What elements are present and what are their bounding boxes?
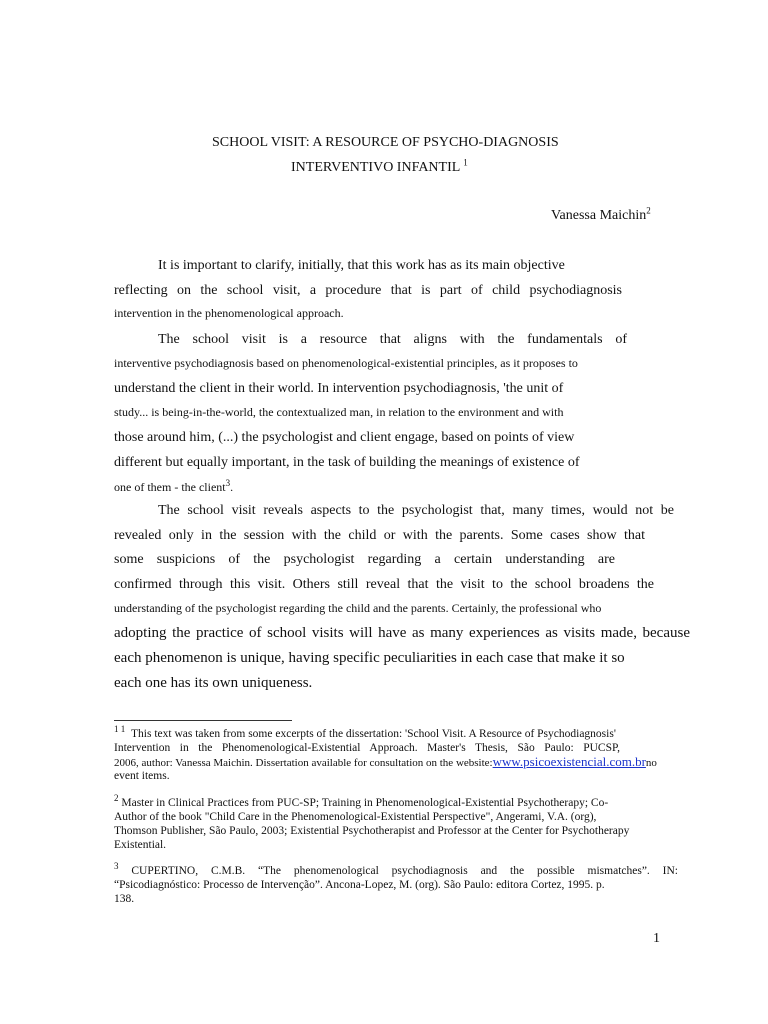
paragraph-3-line-8: each one has its own uniqueness. [114,675,313,691]
footnote-2-line-1: $^2$ Master in Clinical Practices from PUC-SP; Training in Phenomenological-Existential Psychotherapy; Co- [114,793,609,809]
paragraph-2-line-2: interventive psychodiagnosis based on phenomenological-existential principles, as it proposes to [114,356,578,370]
document-title-line2: INTERVENTIVO INFANTIL $^1$ [291,157,468,175]
footnote-1-line-4: event items. [114,770,170,782]
footnote-3-marker: 3 [114,861,119,872]
footnote-1-line-2: Intervention in the Phenomenological-Existential Approach. Master's Thesis, São Paulo: PUCSP, [114,742,620,754]
paragraph-3-line-2: revealed only in the session with the child or with the parents. Some cases show that [114,528,645,543]
paragraph-1-line-2: reflecting on the school visit, a procedure that is part of child psychodiagnosis [114,283,622,298]
paragraph-3-line-3: some suspicions of the psychologist regarding a certain understanding are [114,552,615,567]
paragraph-2-line-1: The school visit is a resource that aligns with the fundamentals of [158,332,627,347]
paragraph-3-line-5: understanding of the psychologist regarding the child and the parents. Certainly, the professional who [114,601,602,615]
footnote-3-line-1: $^3$ CUPERTINO, C.M.B. “The phenomenological psychodiagnosis and the possible mismatches”. IN: [114,861,679,877]
website-link[interactable]: www.psicoexistencial.com.br [492,754,646,769]
paragraph-2-footnote-ref[interactable]: 3 [225,478,231,488]
footnote-separator [114,720,292,721]
footnote-3-line-2: “Psicodiagnóstico: Processo de Intervenção”. Ancona-Lopez, M. (org). São Paulo: editora Cortez, 1995. p. [114,879,605,891]
paragraph-3-line-4: confirmed through this visit. Others still reveal that the visit to the school broadens the [114,577,654,592]
paragraph-2-line-4: study... is being-in-the-world, the contextualized man, in relation to the environment and with [114,405,564,419]
paragraph-1-line-1: It is important to clarify, initially, that this work has as its main objective [158,258,565,273]
paragraph-3-line-7: each phenomenon is unique, having specific peculiarities in each case that make it so [114,650,625,666]
footnote-1-line-3: 2006, author: Vanessa Maichin. Dissertation available for consultation on the website:www.psicoexistencial.com.brno [114,754,657,769]
footnote-1-marker: 1 1 [114,724,126,735]
paragraph-3-line-1: The school visit reveals aspects to the psychologist that, many times, would not be [158,503,674,518]
page-number: 1 [653,931,660,946]
document-title-line1: SCHOOL VISIT: A RESOURCE OF PSYCHO-DIAGNOSIS [212,135,559,150]
paragraph-3-line-6: adopting the practice of school visits will have as many experiences as visits made, because [114,625,690,641]
footnote-3-line-3: 138. [114,893,135,905]
paragraph-2-line-7: one of them - the client$^3$. [114,478,234,494]
title-footnote-ref[interactable]: 1 [463,157,468,168]
paragraph-2-line-3: understand the client in their world. In intervention psychodiagnosis, 'the unit of [114,381,564,396]
paragraph-2-line-5: those around him, (...) the psychologist and client engage, based on points of view [114,430,575,445]
footnote-2-line-3: Thomson Publisher, São Paulo, 2003; Existential Psychotherapist and Professor at the Center for Psychotherapy [114,825,630,837]
author-name: Vanessa Maichin$^2$ [551,205,651,223]
paragraph-1-line-3: intervention in the phenomenological approach. [114,306,344,320]
footnote-1-line-1: $^{1 1}$ This text was taken from some excerpts of the dissertation: 'School Visit. A Resource of Psychodiagnosis' [114,724,616,740]
paragraph-2-line-6: different but equally important, in the task of building the meanings of existence of [114,455,580,470]
footnote-2-marker: 2 [114,793,119,804]
author-footnote-ref[interactable]: 2 [646,205,651,216]
footnote-2-line-4: Existential. [114,839,167,851]
footnote-2-line-2: Author of the book "Child Care in the Phenomenological-Existential Perspective", Angerami, V.A. (org), [114,811,597,823]
